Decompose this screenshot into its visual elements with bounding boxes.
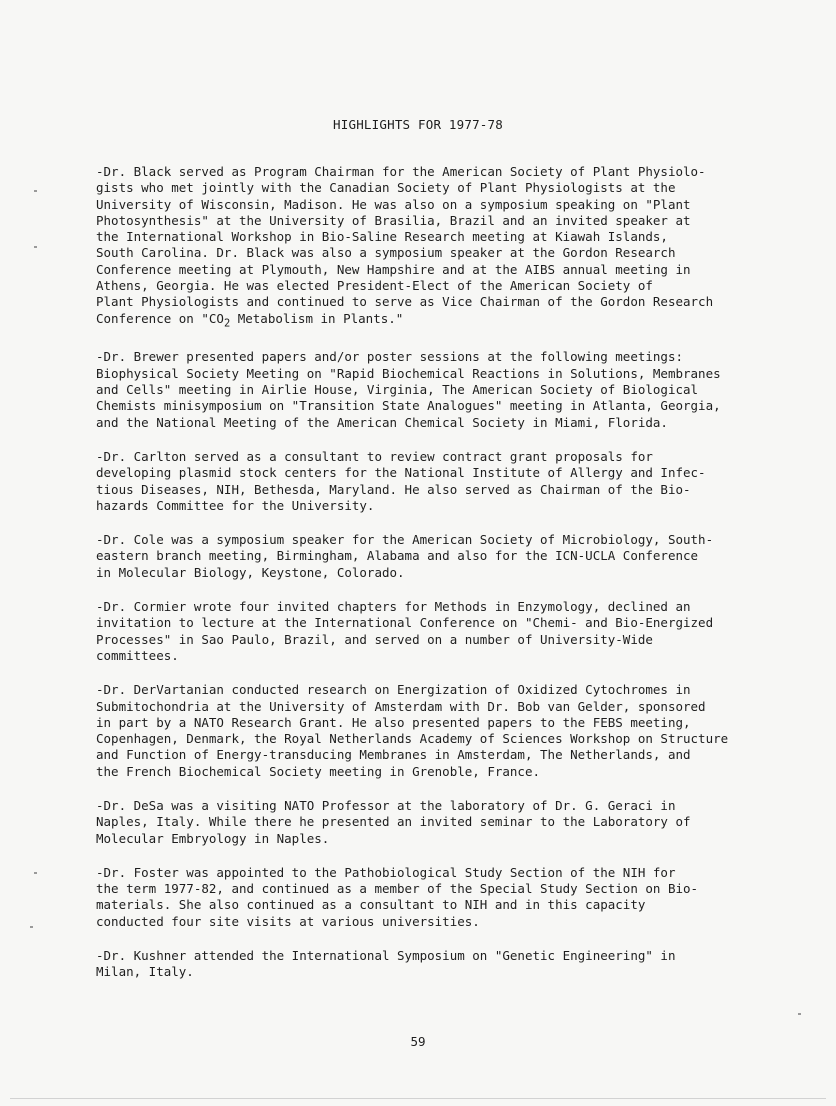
text-line: -Dr. Cole was a symposium speaker for the American Society of Microbiology, South-	[96, 532, 714, 548]
text-line: in Molecular Biology, Keystone, Colorado.	[96, 564, 405, 580]
text-line: -Dr. DeSa was a visiting NATO Professor at the laboratory of Dr. G. Geraci in	[96, 798, 676, 813]
text-line-with-subscript	[96, 311, 796, 332]
text-line: South Carolina. Dr. Black was also a symposium speaker at the Gordon Research	[96, 245, 676, 261]
text-segment: Conference on "CO	[96, 310, 224, 326]
text-line: -Dr. Kushner attended the International Symposium on "Genetic Engineering" in	[96, 948, 676, 964]
text-line: Molecular Embryology in Naples.	[96, 830, 330, 846]
text-line: -Dr. Black served as Program Chairman for the American Society of Plant Physiolo-	[96, 164, 706, 179]
subscript-two: 2	[223, 317, 231, 330]
page-title: HIGHLIGHTS FOR 1977-78	[333, 117, 503, 132]
text-line: -Dr. Foster was appointed to the Pathobiological Study Section of the NIH for	[96, 864, 676, 880]
text-line: Photosynthesis" at the University of Brasilia, Brazil and an invited speaker at	[96, 212, 691, 228]
text-line: the International Workshop in Bio-Saline Research meeting at Kiawah Islands,	[96, 229, 668, 245]
text-line: the French Biochemical Society meeting in Grenoble, France.	[96, 763, 541, 779]
text-line: and the National Meeting of the American Chemical Society in Miami, Florida.	[96, 414, 668, 430]
text-line: Naples, Italy. While there he presented an invited seminar to the Laboratory of	[96, 814, 691, 830]
text-line: materials. She also continued as a consultant to NIH and in this capacity	[96, 897, 646, 913]
scan-speck	[34, 872, 37, 874]
text-line: Submitochondria at the University of Amsterdam with Dr. Bob van Gelder, sponsored	[96, 698, 706, 714]
text-line: the term 1977-82, and continued as a member of the Special Study Section on Bio-	[96, 881, 699, 897]
text-line: eastern branch meeting, Birmingham, Alabama and also for the ICN-UCLA Conference	[96, 548, 699, 564]
text-line: in part by a NATO Research Grant. He also presented papers to the FEBS meeting,	[96, 714, 691, 730]
page-bottom-edge	[10, 1098, 826, 1099]
page-number: 59	[410, 1034, 426, 1049]
text-line: Copenhagen, Denmark, the Royal Netherlands Academy of Sciences Workshop on Structure	[96, 731, 729, 747]
text-line: invitation to lecture at the International Conference on "Chemi- and Bio-Energized	[96, 615, 714, 631]
text-line: hazards Committee for the University.	[96, 497, 375, 513]
paragraph-cole	[96, 532, 796, 581]
paragraph-carlton	[96, 449, 796, 514]
text-line: Milan, Italy.	[96, 964, 194, 980]
text-line: committees.	[96, 647, 179, 663]
text-segment: Metabolism in Plants."	[230, 310, 404, 326]
scan-speck	[798, 1013, 801, 1015]
highlights-list	[96, 164, 796, 999]
text-line: -Dr. Brewer presented papers and/or poster sessions at the following meetings:	[96, 349, 683, 365]
paragraph-desa	[96, 798, 796, 847]
text-line: and Cells" meeting in Airlie House, Virginia, The American Society of Biological	[96, 382, 699, 398]
text-line: Biophysical Society Meeting on "Rapid Biochemical Reactions in Solutions, Membranes	[96, 365, 721, 381]
paragraph-dervartanian	[96, 682, 796, 780]
text-line: gists who met jointly with the Canadian Society of Plant Physiologists at the	[96, 180, 676, 196]
paragraph-kushner	[96, 948, 796, 981]
text-line: Chemists minisymposium on "Transition State Analogues" meeting in Atlanta, Georgia,	[96, 398, 721, 414]
text-line: Conference meeting at Plymouth, New Hampshire and at the AIBS annual meeting in	[96, 261, 691, 277]
text-line: -Dr. Cormier wrote four invited chapters for Methods in Enzymology, declined an	[96, 599, 691, 615]
text-line: developing plasmid stock centers for the National Institute of Allergy and Infec-	[96, 465, 706, 481]
text-line: University of Wisconsin, Madison. He was also on a symposium speaking on "Plant	[96, 196, 691, 212]
text-line: and Function of Energy-transducing Membranes in Amsterdam, The Netherlands, and	[96, 747, 691, 763]
text-line: -Dr. Carlton served as a consultant to review contract grant proposals for	[96, 448, 653, 464]
scan-speck	[34, 190, 37, 192]
paragraph-brewer	[96, 349, 796, 430]
text-line: Processes" in Sao Paulo, Brazil, and served on a number of University-Wide	[96, 631, 653, 647]
text-line: Plant Physiologists and continued to serve as Vice Chairman of the Gordon Research	[96, 294, 714, 310]
paragraph-cormier	[96, 599, 796, 664]
text-line: -Dr. DerVartanian conducted research on Energization of Oxidized Cytochromes in	[96, 682, 691, 698]
paragraph-foster	[96, 865, 796, 930]
text-line: tious Diseases, NIH, Bethesda, Maryland. He also served as Chairman of the Bio-	[96, 481, 691, 497]
scan-speck	[30, 926, 33, 928]
scan-speck	[34, 246, 37, 248]
paragraph-black	[96, 164, 796, 331]
text-line: Athens, Georgia. He was elected President-Elect of the American Society of	[96, 278, 653, 294]
text-line: conducted four site visits at various universities.	[96, 913, 480, 929]
